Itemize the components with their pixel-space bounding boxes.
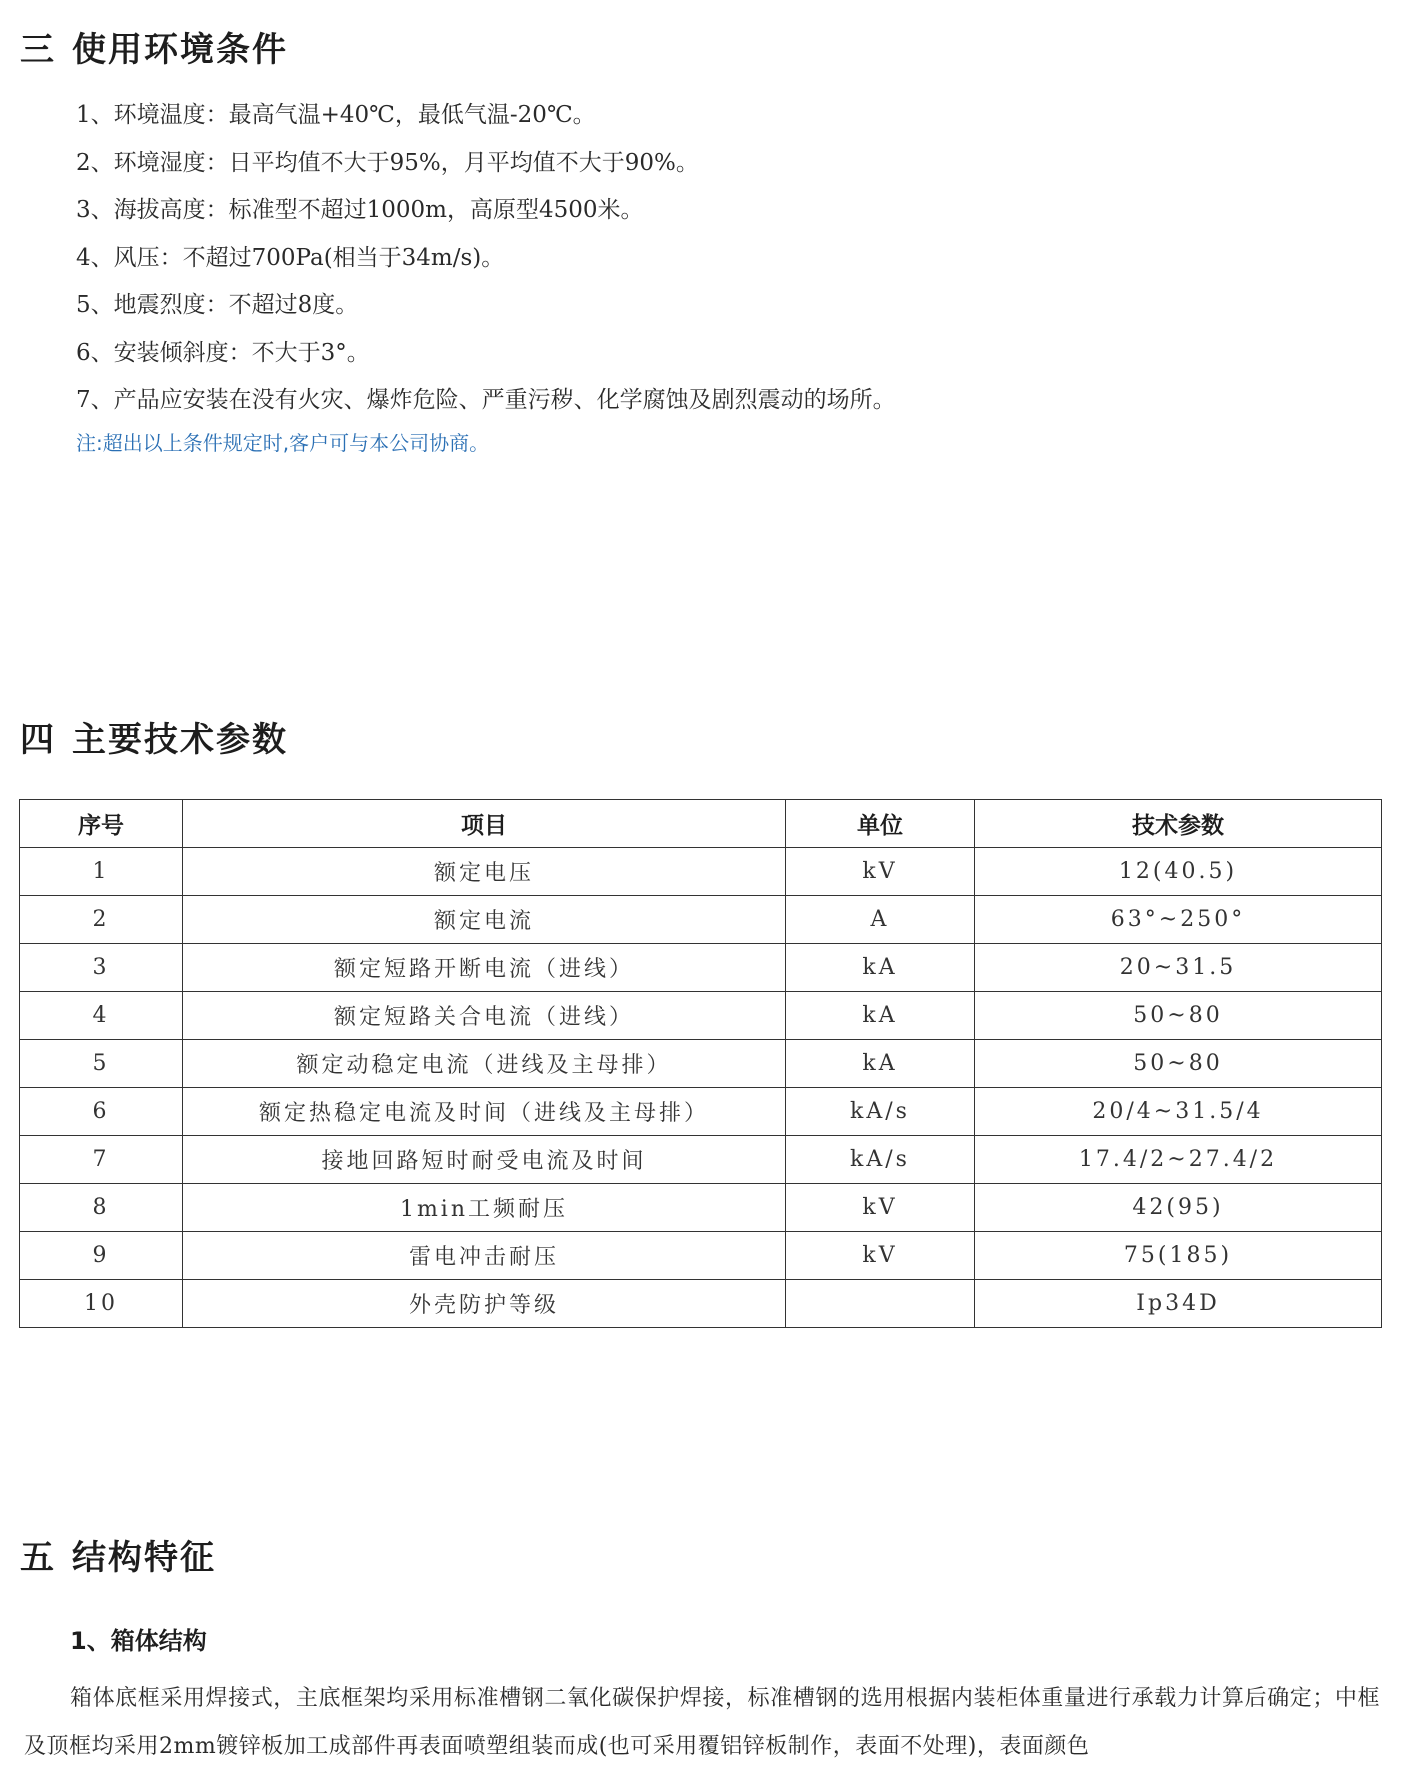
cell-item: 额定热稳定电流及时间（进线及主母排） xyxy=(183,1088,786,1136)
cell-parameter: 42(95) xyxy=(975,1184,1382,1232)
list-item: 3、海拔高度：标准型不超过1000m，高原型4500米。 xyxy=(76,197,644,223)
section-5-heading xyxy=(20,1530,216,1579)
cell-unit: kV xyxy=(786,1184,975,1232)
table-row xyxy=(20,944,1382,992)
list-item: 5、地震烈度：不超过8度。 xyxy=(76,292,359,318)
table-row xyxy=(20,1280,1382,1328)
section-4-number: 四 xyxy=(20,720,56,760)
cell-unit: kA/s xyxy=(786,1088,975,1136)
table-row xyxy=(20,896,1382,944)
list-item: 7、产品应安装在没有火灾、爆炸危险、严重污秽、化学腐蚀及剧烈震动的场所。 xyxy=(76,387,896,413)
section-5-title: 结构特征 xyxy=(72,1538,216,1578)
cell-index: 7 xyxy=(20,1136,183,1184)
cell-item: 外壳防护等级 xyxy=(183,1280,786,1328)
cell-item: 额定短路开断电流（进线） xyxy=(183,944,786,992)
cell-parameter: 63°~250° xyxy=(975,896,1382,944)
cell-item: 1min工频耐压 xyxy=(183,1184,786,1232)
cell-unit: kA xyxy=(786,992,975,1040)
body-paragraph: 箱体底框采用焊接式，主底框架均采用标准槽钢二氧化碳保护焊接，标准槽钢的选用根据内装柜体重量进行承载力计算后确定；中框及顶框均采用2mm镀锌板加工成部件再表面喷塑组装而成(也可采用覆铝锌板制作，表面不处理)，表面颜色 xyxy=(24,1686,1380,1759)
cell-index: 3 xyxy=(20,944,183,992)
cell-index: 9 xyxy=(20,1232,183,1280)
column-header-parameter: 技术参数 xyxy=(975,800,1382,848)
cell-item: 雷电冲击耐压 xyxy=(183,1232,786,1280)
table-row xyxy=(20,1136,1382,1184)
cell-index: 6 xyxy=(20,1088,183,1136)
table-row xyxy=(20,1232,1382,1280)
cell-index: 4 xyxy=(20,992,183,1040)
cell-item: 接地回路短时耐受电流及时间 xyxy=(183,1136,786,1184)
cell-item: 额定电流 xyxy=(183,896,786,944)
cell-item: 额定电压 xyxy=(183,848,786,896)
cell-index: 5 xyxy=(20,1040,183,1088)
list-item: 4、风压：不超过700Pa(相当于34m/s)。 xyxy=(76,244,505,271)
list-item: 2、环境湿度：日平均值不大于95%，月平均值不大于90%。 xyxy=(76,149,699,176)
cell-index: 8 xyxy=(20,1184,183,1232)
cell-item: 额定短路关合电流（进线） xyxy=(183,992,786,1040)
column-header-index: 序号 xyxy=(20,800,183,848)
cell-index: 2 xyxy=(20,896,183,944)
table-row xyxy=(20,1088,1382,1136)
environment-conditions-list xyxy=(76,92,1326,456)
cell-parameter: 75(185) xyxy=(975,1232,1382,1280)
cell-index: 10 xyxy=(20,1280,183,1328)
cell-parameter: Ip34D xyxy=(975,1280,1382,1328)
section-4-title: 主要技术参数 xyxy=(72,720,288,760)
conditions-note: 注:超出以上条件规定时,客户可与本公司协商。 xyxy=(76,430,490,455)
cell-unit: kA xyxy=(786,1040,975,1088)
section-3-heading xyxy=(20,22,288,71)
table-row xyxy=(20,1040,1382,1088)
cell-parameter: 20/4~31.5/4 xyxy=(975,1088,1382,1136)
cell-unit: kA/s xyxy=(786,1136,975,1184)
section-5-number: 五 xyxy=(20,1538,56,1578)
table-row xyxy=(20,992,1382,1040)
cell-item: 额定动稳定电流（进线及主母排） xyxy=(183,1040,786,1088)
cell-unit xyxy=(786,1280,975,1328)
cell-parameter: 12(40.5) xyxy=(975,848,1382,896)
list-item: 6、安装倾斜度：不大于3°。 xyxy=(76,339,370,366)
cell-unit: kV xyxy=(786,848,975,896)
cell-parameter: 17.4/2~27.4/2 xyxy=(975,1136,1382,1184)
section-4-heading xyxy=(20,712,288,761)
technical-parameters-table xyxy=(19,799,1382,1328)
cell-parameter: 20~31.5 xyxy=(975,944,1382,992)
table-row xyxy=(20,848,1382,896)
cell-parameter: 50~80 xyxy=(975,1040,1382,1088)
cell-unit: A xyxy=(786,896,975,944)
subsection-title: 1、箱体结构 xyxy=(70,1627,207,1655)
section-3-title: 使用环境条件 xyxy=(72,30,288,70)
table-row xyxy=(20,1184,1382,1232)
cell-parameter: 50~80 xyxy=(975,992,1382,1040)
cell-unit: kV xyxy=(786,1232,975,1280)
list-item: 1、环境温度：最高气温+40℃，最低气温-20℃。 xyxy=(76,102,596,128)
cell-unit: kA xyxy=(786,944,975,992)
column-header-unit: 单位 xyxy=(786,800,975,848)
column-header-item: 项目 xyxy=(183,800,786,848)
section-3-number: 三 xyxy=(20,30,56,70)
cell-index: 1 xyxy=(20,848,183,896)
table-header-row xyxy=(20,800,1382,848)
